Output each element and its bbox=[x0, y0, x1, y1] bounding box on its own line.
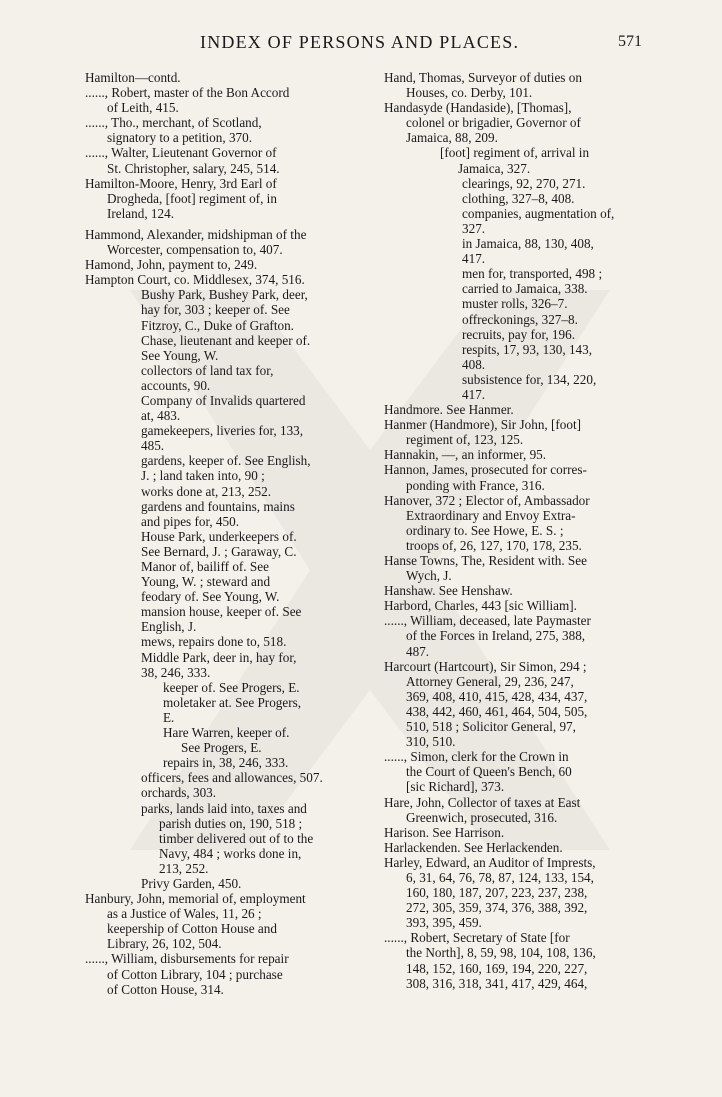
index-line: Attorney General, 29, 236, 247, bbox=[406, 673, 574, 689]
index-line: keepership of Cotton House and bbox=[107, 921, 277, 937]
index-line: Hannon, James, prosecuted for corres- bbox=[384, 462, 587, 478]
index-line: See Bernard, J. ; Garaway, C. bbox=[141, 543, 297, 559]
index-line: ......, William, deceased, late Paymaster bbox=[384, 613, 591, 629]
index-line: Handasyde (Handaside), [Thomas], bbox=[384, 100, 572, 116]
index-line: moletaker at. See Progers, bbox=[163, 694, 302, 710]
index-line: Privy Garden, 450. bbox=[141, 875, 242, 891]
index-line: Hanover, 372 ; Elector of, Ambassador bbox=[384, 492, 590, 508]
index-line: timber delivered out of to the bbox=[159, 830, 314, 846]
index-line: Bushy Park, Bushey Park, deer, bbox=[141, 287, 308, 303]
index-line: ponding with France, 316. bbox=[406, 477, 545, 493]
index-line: St. Christopher, salary, 245, 514. bbox=[107, 160, 280, 176]
index-line: Chase, lieutenant and keeper of. bbox=[141, 332, 311, 348]
index-line: gamekeepers, liveries for, 133, bbox=[141, 423, 304, 439]
index-line: repairs in, 38, 246, 333. bbox=[163, 755, 289, 771]
index-line: 6, 31, 64, 76, 78, 87, 124, 133, 154, bbox=[406, 869, 594, 885]
index-line: House Park, underkeepers of. bbox=[141, 528, 297, 544]
index-line: muster rolls, 326–7. bbox=[462, 296, 568, 312]
index-line: 160, 180, 187, 207, 223, 237, 238, bbox=[406, 885, 588, 901]
index-line: ......, Tho., merchant, of Scotland, bbox=[85, 115, 262, 131]
index-line: mews, repairs done to, 518. bbox=[141, 634, 287, 650]
index-line: Hare, John, Collector of taxes at East bbox=[384, 794, 581, 810]
index-line: 417. bbox=[462, 386, 486, 402]
index-line: Ireland, 124. bbox=[107, 205, 175, 221]
index-line: Harley, Edward, an Auditor of Imprests, bbox=[384, 854, 596, 870]
index-line: E. bbox=[163, 709, 175, 725]
index-line: Hammond, Alexander, midshipman of the bbox=[85, 226, 307, 242]
index-line: Hanbury, John, memorial of, employment bbox=[85, 891, 306, 907]
index-line: Worcester, compensation to, 407. bbox=[107, 242, 283, 258]
index-line: the North], 8, 59, 98, 104, 108, 136, bbox=[406, 945, 596, 961]
index-line: collectors of land tax for, bbox=[141, 362, 274, 378]
page-header bbox=[0, 30, 722, 60]
index-line: keeper of. See Progers, E. bbox=[163, 679, 300, 695]
index-line: 327. bbox=[462, 220, 486, 236]
index-line: 417. bbox=[462, 251, 486, 267]
page-number: 571 bbox=[618, 33, 642, 50]
index-column-right bbox=[384, 70, 646, 991]
index-line: Hamilton—contd. bbox=[85, 70, 181, 85]
index-line: signatory to a petition, 370. bbox=[107, 130, 253, 146]
index-line: [foot] regiment of, arrival in bbox=[440, 145, 590, 161]
index-line: Greenwich, prosecuted, 316. bbox=[406, 809, 558, 825]
index-line: Manor of, bailiff of. See bbox=[141, 559, 269, 574]
index-line: subsistence for, 134, 220, bbox=[462, 371, 597, 387]
index-line: 213, 252. bbox=[159, 860, 209, 876]
index-line: 308, 316, 318, 341, 417, 429, 464, bbox=[406, 975, 588, 991]
index-line: [sic Richard], 373. bbox=[406, 779, 505, 795]
index-line: ......, Walter, Lieutenant Governor of bbox=[85, 145, 277, 161]
index-line: in Jamaica, 88, 130, 408, bbox=[462, 236, 594, 252]
index-line: Company of Invalids quartered bbox=[141, 392, 306, 408]
index-column-left bbox=[85, 70, 347, 997]
index-line: the Court of Queen's Bench, 60 bbox=[406, 764, 572, 780]
index-line: Houses, co. Derby, 101. bbox=[406, 85, 533, 101]
index-line: parish duties on, 190, 518 ; bbox=[159, 815, 303, 831]
index-line: as a Justice of Wales, 11, 26 ; bbox=[107, 906, 262, 922]
index-line: officers, fees and allowances, 507. bbox=[141, 770, 323, 786]
index-line: Middle Park, deer in, hay for, bbox=[141, 649, 297, 665]
index-line: See Progers, E. bbox=[181, 740, 262, 756]
index-line: Hamilton-Moore, Henry, 3rd Earl of bbox=[85, 175, 277, 191]
index-line: Library, 26, 102, 504. bbox=[107, 936, 222, 952]
index-line: Hand, Thomas, Surveyor of duties on bbox=[384, 70, 582, 85]
index-line: 272, 305, 359, 374, 376, 388, 392, bbox=[406, 900, 588, 916]
index-line: regiment of, 123, 125. bbox=[406, 432, 524, 448]
index-line: 310, 510. bbox=[406, 734, 456, 750]
index-line: 369, 408, 410, 415, 428, 434, 437, bbox=[406, 688, 588, 704]
index-line: hay for, 303 ; keeper of. See bbox=[141, 302, 290, 318]
index-line: parks, lands laid into, taxes and bbox=[141, 800, 307, 816]
index-line: Jamaica, 88, 209. bbox=[406, 130, 498, 146]
index-line: mansion house, keeper of. See bbox=[141, 604, 302, 620]
index-line: Hampton Court, co. Middlesex, 374, 516. bbox=[85, 272, 305, 288]
index-line: at, 483. bbox=[141, 408, 181, 424]
index-line: Hanshaw. See Henshaw. bbox=[384, 583, 513, 599]
index-line: ......, William, disbursements for repair bbox=[85, 951, 289, 967]
index-line: clearings, 92, 270, 271. bbox=[462, 175, 586, 191]
index-line: of Leith, 415. bbox=[107, 100, 179, 116]
index-line: 38, 246, 333. bbox=[141, 664, 211, 680]
page-title: INDEX OF PERSONS AND PLACES. bbox=[200, 32, 520, 52]
index-line: ......, Robert, master of the Bon Accord bbox=[85, 85, 290, 101]
index-line: accounts, 90. bbox=[141, 377, 211, 393]
index-line: gardens, keeper of. See English, bbox=[141, 453, 311, 469]
index-line: Handmore. See Hanmer. bbox=[384, 402, 514, 418]
index-line: carried to Jamaica, 338. bbox=[462, 281, 588, 297]
index-line: 487. bbox=[406, 643, 430, 659]
index-line: Hare Warren, keeper of. bbox=[163, 725, 290, 741]
index-line: companies, augmentation of, bbox=[462, 205, 615, 221]
index-line: Harbord, Charles, 443 [sic William]. bbox=[384, 598, 577, 614]
index-line: feodary of. See Young, W. bbox=[141, 589, 280, 605]
index-line: English, J. bbox=[141, 619, 197, 635]
index-line: men for, transported, 498 ; bbox=[462, 266, 603, 282]
index-line: Harcourt (Hartcourt), Sir Simon, 294 ; bbox=[384, 658, 587, 674]
index-line: ordinary to. See Howe, E. S. ; bbox=[406, 522, 564, 538]
index-line: works done at, 213, 252. bbox=[141, 483, 272, 499]
index-line: gardens and fountains, mains bbox=[141, 498, 295, 514]
index-line: Harison. See Harrison. bbox=[384, 824, 505, 840]
index-line: of Cotton House, 314. bbox=[107, 981, 224, 997]
index-line: orchards, 303. bbox=[141, 785, 217, 801]
index-line: Navy, 484 ; works done in, bbox=[159, 845, 302, 861]
index-line: respits, 17, 93, 130, 143, bbox=[462, 341, 593, 357]
index-line: 485. bbox=[141, 438, 165, 454]
index-line: Wych, J. bbox=[406, 568, 452, 584]
index-line: recruits, pay for, 196. bbox=[462, 326, 575, 342]
index-line: Fitzroy, C., Duke of Grafton. bbox=[141, 317, 294, 333]
index-line: Harlackenden. See Herlackenden. bbox=[384, 839, 563, 855]
index-line: troops of, 26, 127, 170, 178, 235. bbox=[406, 537, 582, 553]
index-line: of Cotton Library, 104 ; purchase bbox=[107, 966, 283, 982]
index-line: Hannakin, —, an informer, 95. bbox=[384, 447, 547, 463]
index-line: 148, 152, 160, 169, 194, 220, 227, bbox=[406, 960, 588, 976]
index-line: offreckonings, 327–8. bbox=[462, 311, 578, 327]
index-line: colonel or brigadier, Governor of bbox=[406, 115, 581, 131]
index-line: Hanse Towns, The, Resident with. See bbox=[384, 553, 587, 568]
index-line: 438, 442, 460, 461, 464, 504, 505, bbox=[406, 703, 588, 719]
index-line: Extraordinary and Envoy Extra- bbox=[406, 507, 576, 523]
index-line: J. ; land taken into, 90 ; bbox=[141, 468, 265, 484]
index-line: 510, 518 ; Solicitor General, 97, bbox=[406, 719, 576, 735]
index-line: 408. bbox=[462, 356, 486, 372]
index-line: of the Forces in Ireland, 275, 388, bbox=[406, 628, 586, 644]
index-line: clothing, 327–8, 408. bbox=[462, 190, 575, 206]
index-line: and pipes for, 450. bbox=[141, 513, 239, 529]
index-line: Young, W. ; steward and bbox=[141, 574, 271, 590]
index-line: Hanmer (Handmore), Sir John, [foot] bbox=[384, 417, 582, 433]
index-line: 393, 395, 459. bbox=[406, 915, 482, 931]
index-line: Drogheda, [foot] regiment of, in bbox=[107, 190, 277, 206]
index-line: ......, Robert, Secretary of State [for bbox=[384, 930, 570, 946]
index-line: Hamond, John, payment to, 249. bbox=[85, 257, 258, 273]
index-line: Jamaica, 327. bbox=[458, 160, 531, 176]
index-line: ......, Simon, clerk for the Crown in bbox=[384, 749, 569, 765]
index-line: See Young, W. bbox=[141, 347, 219, 363]
